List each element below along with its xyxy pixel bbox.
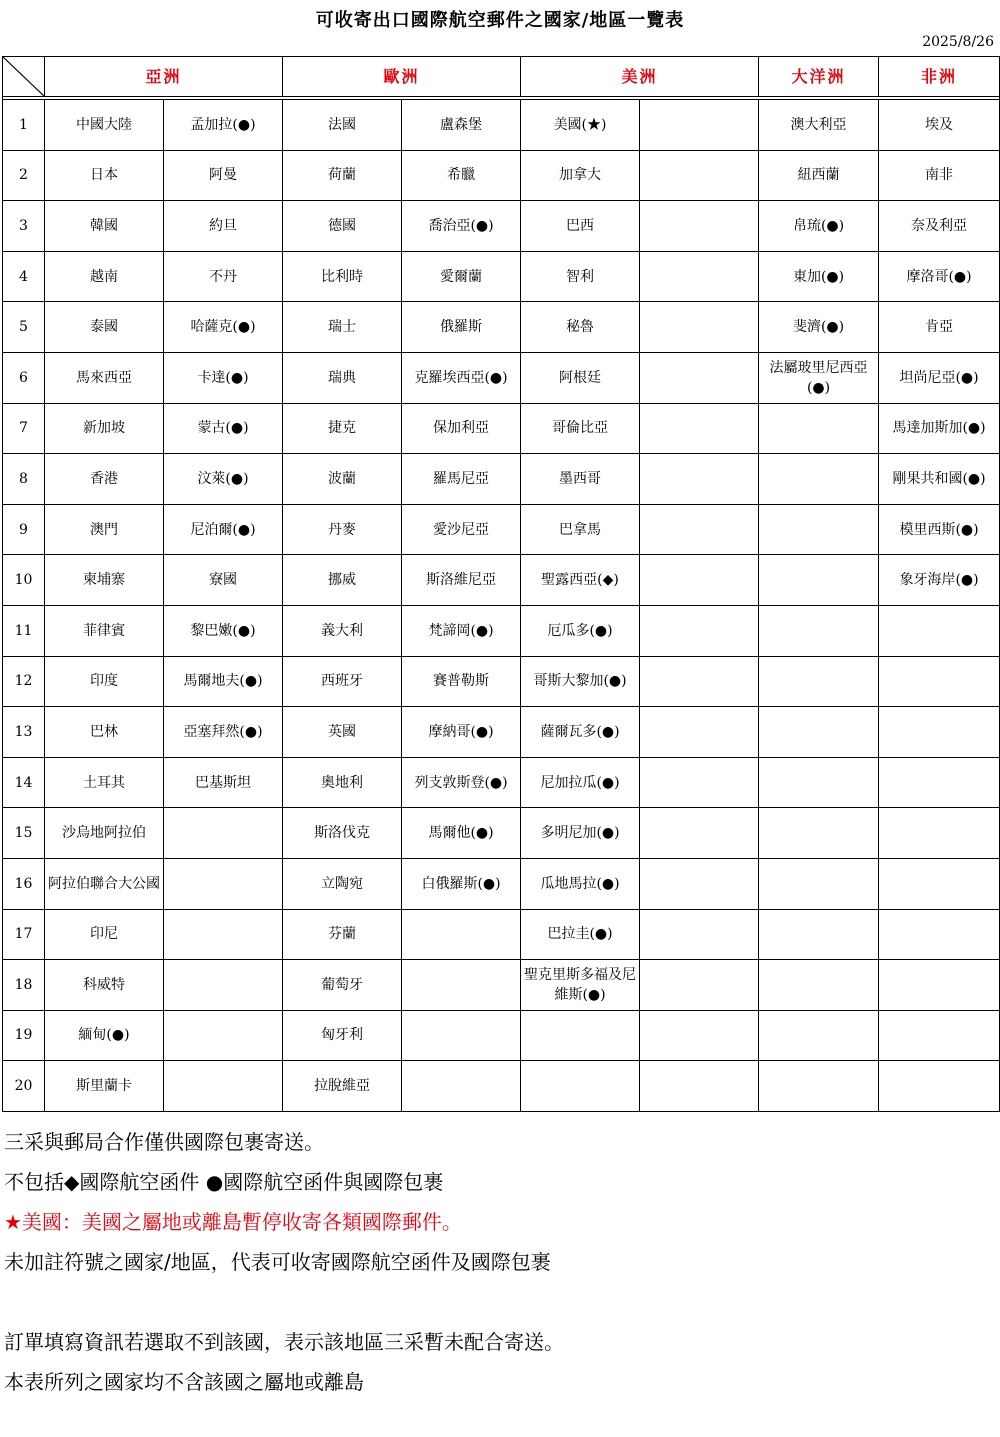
country-cell: 土耳其 [45,757,164,808]
table-row [3,201,1000,252]
country-cell [759,504,879,555]
country-table [2,56,1000,1112]
country-cell: 俄羅斯 [402,302,521,353]
country-cell [640,504,759,555]
table-row [3,707,1000,758]
country-cell [640,302,759,353]
row-number: 12 [3,656,45,707]
country-cell: 黎巴嫩(●) [164,605,283,656]
table-row [3,555,1000,606]
date-label: 2025/8/26 [922,34,994,50]
country-cell: 摩洛哥(●) [879,251,1000,302]
table-row [3,757,1000,808]
country-cell [759,808,879,859]
row-number: 15 [3,808,45,859]
country-cell [879,909,1000,960]
country-cell: 寮國 [164,555,283,606]
country-cell: 泰國 [45,302,164,353]
country-cell [521,1061,640,1112]
country-cell [640,251,759,302]
country-cell: 蒙古(●) [164,403,283,454]
country-cell [759,909,879,960]
page-title: 可收寄出口國際航空郵件之國家/地區一覽表 [315,10,685,31]
country-cell: 巴基斯坦 [164,757,283,808]
country-cell [759,656,879,707]
country-cell: 保加利亞 [402,403,521,454]
country-cell: 薩爾瓦多(●) [521,707,640,758]
row-number: 1 [3,100,45,151]
diagonal-line-icon [3,57,44,96]
table-row [3,302,1000,353]
row-number: 8 [3,454,45,505]
row-number: 16 [3,858,45,909]
country-cell: 孟加拉(●) [164,100,283,151]
country-cell: 埃及 [879,100,1000,151]
country-cell: 挪威 [283,555,402,606]
country-cell [164,858,283,909]
country-cell: 賽普勒斯 [402,656,521,707]
country-cell [640,1061,759,1112]
country-cell [879,656,1000,707]
country-cell: 波蘭 [283,454,402,505]
country-cell [164,960,283,1011]
country-cell: 巴拉圭(●) [521,909,640,960]
country-cell: 捷克 [283,403,402,454]
table-row [3,605,1000,656]
note-unmarked: 未加註符號之國家/地區，代表可收寄國際航空函件及國際包裹 [4,1250,551,1274]
row-number: 20 [3,1061,45,1112]
row-number: 18 [3,960,45,1011]
country-cell: 新加坡 [45,403,164,454]
country-cell [402,960,521,1011]
country-cell: 法國 [283,100,402,151]
country-cell [879,960,1000,1011]
country-cell [759,605,879,656]
country-cell [759,454,879,505]
country-cell: 匈牙利 [283,1010,402,1061]
table-row [3,1010,1000,1061]
country-cell [879,707,1000,758]
country-cell [640,960,759,1011]
country-cell: 德國 [283,201,402,252]
country-cell [640,150,759,201]
header-africa: 非洲 [879,57,1000,97]
country-cell: 約旦 [164,201,283,252]
country-cell: 法屬玻里尼西亞(●) [759,352,879,403]
table-row [3,150,1000,201]
country-cell: 香港 [45,454,164,505]
country-cell [640,1010,759,1061]
country-cell: 哥斯大黎加(●) [521,656,640,707]
country-cell: 奈及利亞 [879,201,1000,252]
note-partnership: 三采與郵局合作僅供國際包裹寄送。 [4,1130,324,1154]
corner-cell [3,57,45,97]
header-oceania: 大洋洲 [759,57,879,97]
country-cell: 紐西蘭 [759,150,879,201]
country-cell [640,454,759,505]
country-cell: 巴拿馬 [521,504,640,555]
country-cell: 斯洛維尼亞 [402,555,521,606]
country-cell: 義大利 [283,605,402,656]
country-cell: 卡達(●) [164,352,283,403]
country-cell [640,909,759,960]
row-number: 19 [3,1010,45,1061]
country-cell: 馬爾他(●) [402,808,521,859]
country-cell [640,605,759,656]
country-cell: 希臘 [402,150,521,201]
table-row [3,403,1000,454]
country-cell: 聖露西亞(◆) [521,555,640,606]
country-cell: 菲律賓 [45,605,164,656]
country-cell [640,100,759,151]
country-cell: 東加(●) [759,251,879,302]
country-cell: 肯亞 [879,302,1000,353]
row-number: 13 [3,707,45,758]
country-cell: 印尼 [45,909,164,960]
country-cell [879,757,1000,808]
country-cell: 白俄羅斯(●) [402,858,521,909]
country-cell: 厄瓜多(●) [521,605,640,656]
country-cell: 亞塞拜然(●) [164,707,283,758]
country-cell [402,1010,521,1061]
row-number: 14 [3,757,45,808]
country-cell: 列支敦斯登(●) [402,757,521,808]
country-cell [759,757,879,808]
country-cell: 葡萄牙 [283,960,402,1011]
country-cell [640,656,759,707]
country-cell: 奧地利 [283,757,402,808]
country-cell: 丹麥 [283,504,402,555]
row-number: 3 [3,201,45,252]
country-cell [640,352,759,403]
country-cell: 瓜地馬拉(●) [521,858,640,909]
country-cell [164,808,283,859]
country-cell: 馬爾地夫(●) [164,656,283,707]
row-number: 7 [3,403,45,454]
header-europe: 歐洲 [283,57,521,97]
country-cell: 馬來西亞 [45,352,164,403]
country-cell: 柬埔寨 [45,555,164,606]
country-cell: 拉脫維亞 [283,1061,402,1112]
country-cell: 坦尚尼亞(●) [879,352,1000,403]
country-cell: 梵諦岡(●) [402,605,521,656]
country-cell [640,707,759,758]
country-cell: 尼加拉瓜(●) [521,757,640,808]
country-cell [759,858,879,909]
country-cell: 科威特 [45,960,164,1011]
country-cell: 秘魯 [521,302,640,353]
country-cell: 印度 [45,656,164,707]
country-cell: 克羅埃西亞(●) [402,352,521,403]
row-number: 11 [3,605,45,656]
note-usa-warning: ★美國：美國之屬地或離島暫停收寄各類國際郵件。 [4,1210,462,1234]
row-number: 6 [3,352,45,403]
table-row [3,251,1000,302]
table-row [3,504,1000,555]
country-cell: 剛果共和國(●) [879,454,1000,505]
country-cell: 羅馬尼亞 [402,454,521,505]
country-cell: 越南 [45,251,164,302]
header-america: 美洲 [521,57,759,97]
country-cell: 西班牙 [283,656,402,707]
country-cell: 哥倫比亞 [521,403,640,454]
country-cell [759,555,879,606]
table-row [3,858,1000,909]
country-cell [759,1061,879,1112]
country-cell: 巴西 [521,201,640,252]
table-row [3,1061,1000,1112]
country-cell [879,605,1000,656]
country-cell: 汶萊(●) [164,454,283,505]
country-cell [879,1010,1000,1061]
row-number: 2 [3,150,45,201]
country-cell: 中國大陸 [45,100,164,151]
country-cell: 巴林 [45,707,164,758]
country-cell: 馬達加斯加(●) [879,403,1000,454]
country-cell [164,909,283,960]
country-cell: 立陶宛 [283,858,402,909]
country-cell: 緬甸(●) [45,1010,164,1061]
country-cell [164,1010,283,1061]
country-cell: 沙烏地阿拉伯 [45,808,164,859]
country-cell [759,707,879,758]
country-cell: 帛琉(●) [759,201,879,252]
country-cell [759,403,879,454]
note-order-info: 訂單填寫資訊若選取不到該國，表示該地區三采暫未配合寄送。 [4,1330,564,1354]
country-cell: 加拿大 [521,150,640,201]
country-cell [640,555,759,606]
country-cell: 英國 [283,707,402,758]
notes-gap [4,1288,994,1328]
country-cell [402,909,521,960]
country-cell: 瑞典 [283,352,402,403]
table-row [3,808,1000,859]
country-cell: 象牙海岸(●) [879,555,1000,606]
notes [4,1128,994,1408]
country-cell: 模里西斯(●) [879,504,1000,555]
table-row [3,909,1000,960]
country-cell: 摩納哥(●) [402,707,521,758]
country-cell [640,201,759,252]
country-cell: 澳大利亞 [759,100,879,151]
country-cell: 哈薩克(●) [164,302,283,353]
table-row [3,454,1000,505]
country-cell: 智利 [521,251,640,302]
row-number: 10 [3,555,45,606]
header-asia: 亞洲 [45,57,283,97]
country-cell: 阿根廷 [521,352,640,403]
country-cell: 日本 [45,150,164,201]
table-row [3,656,1000,707]
country-cell: 愛沙尼亞 [402,504,521,555]
country-cell [759,960,879,1011]
table-row [3,100,1000,151]
row-number: 9 [3,504,45,555]
country-cell [640,403,759,454]
country-cell: 愛爾蘭 [402,251,521,302]
country-cell [640,808,759,859]
country-cell [640,858,759,909]
country-cell: 阿曼 [164,150,283,201]
country-cell: 尼泊爾(●) [164,504,283,555]
note-territories: 本表所列之國家均不含該國之屬地或離島 [4,1370,364,1394]
country-cell: 不丹 [164,251,283,302]
country-cell [164,1061,283,1112]
country-cell: 芬蘭 [283,909,402,960]
country-cell: 喬治亞(●) [402,201,521,252]
country-cell: 多明尼加(●) [521,808,640,859]
country-cell: 荷蘭 [283,150,402,201]
country-cell: 盧森堡 [402,100,521,151]
country-cell [759,1010,879,1061]
country-cell [879,1061,1000,1112]
row-number: 4 [3,251,45,302]
table-row [3,352,1000,403]
country-cell: 比利時 [283,251,402,302]
country-cell [402,1061,521,1112]
row-number: 17 [3,909,45,960]
table-body [3,100,1000,1112]
table-row [3,960,1000,1011]
country-cell: 韓國 [45,201,164,252]
row-number: 5 [3,302,45,353]
note-symbol-legend: 不包括◆國際航空函件 ●國際航空函件與國際包裹 [4,1170,444,1194]
country-cell: 澳門 [45,504,164,555]
country-cell: 斐濟(●) [759,302,879,353]
country-cell [521,1010,640,1061]
country-cell [879,858,1000,909]
country-cell: 南非 [879,150,1000,201]
country-cell [879,808,1000,859]
country-cell [640,757,759,808]
country-cell: 美國(★) [521,100,640,151]
country-cell: 阿拉伯聯合大公國 [45,858,164,909]
country-cell: 斯洛伐克 [283,808,402,859]
country-cell: 墨西哥 [521,454,640,505]
country-cell: 斯里蘭卡 [45,1061,164,1112]
country-cell: 瑞士 [283,302,402,353]
country-cell: 聖克里斯多福及尼維斯(●) [521,960,640,1011]
